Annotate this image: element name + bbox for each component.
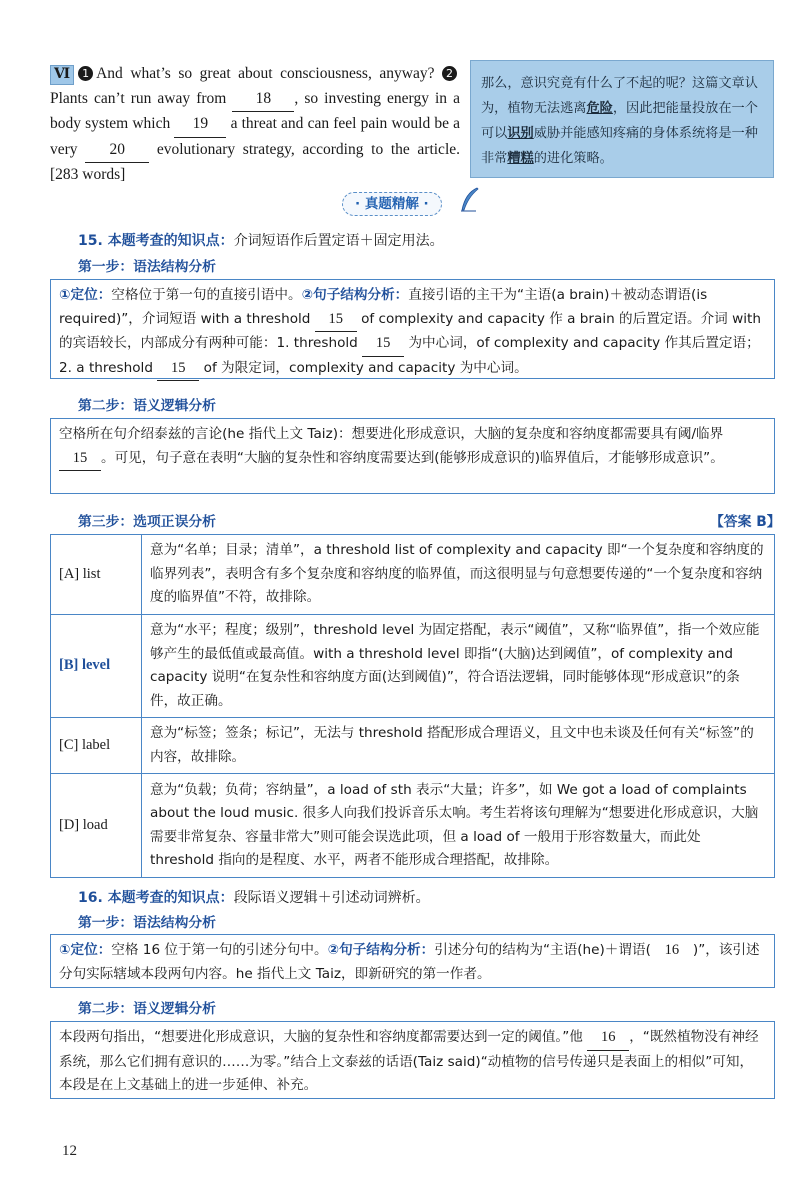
sentence-2d: evolutionary strategy, according to the article. [283 words]: [50, 140, 460, 183]
blank-15-a: 15: [315, 308, 357, 333]
section-pill: · 真题精解 ·: [342, 192, 442, 216]
structure-text-2: of complexity and capacity 作 a brain 的后置定语。介词 with 的宾语较长，内部成分有两种可能：1. threshold: [59, 310, 761, 351]
q15-number: 15.: [78, 233, 103, 249]
translation-text-2: ，因此把能量投放在一个可以: [481, 101, 758, 141]
q15-step1-label: 第一步：语法结构分析: [78, 259, 216, 275]
translation-text-3: 威胁并能感知疼痛的身体系统将是一种非常: [481, 126, 758, 166]
option-c-text: 意为“标签；签条；标记”，无法与 threshold 搭配形成合理语义，且文中也未谈及任何有关“标签”的内容，故排除。: [142, 718, 775, 774]
table-row: [51, 615, 775, 718]
q15-step1-box: [50, 279, 775, 379]
translation-text-1: 那么，意识究竟有什么了不起的呢？这篇文章认为，植物无法逃离: [481, 76, 758, 116]
option-b-label: [B] level: [51, 615, 142, 718]
option-c-label: [C] label: [51, 718, 142, 774]
structure-text-2: )”，该引述分句实际辖域本段两句内容。he 指代上文 Taiz，即新研究的第一作者。: [59, 942, 760, 982]
option-d-text: 意为“负载；负荷；容纳量”，a load of sth 表示“大量；许多”，如 We got a load of complaints about the loud music. 很多人向我们投诉音乐太响。考生若将该句理解为“想要进化形成意识，大脑需要非常复杂、容量非常大”则可能会误选此项，但 a load of 一般用于形容数量大，而此处 threshold 指向的是程度、水平，两者不能形成合理搭配，故排除。: [142, 774, 775, 878]
q16-step2-label: 第二步：语义逻辑分析: [78, 1001, 216, 1017]
structure-text-1: 直接引语的主干为“主语(a brain)＋被动态谓语(is required)”，介词短语 with a threshold: [59, 287, 708, 327]
structure-label: ②句子结构分析：: [327, 942, 435, 958]
translation-box: [470, 60, 774, 178]
page-number: 12: [62, 1143, 77, 1159]
options-table: [50, 534, 775, 878]
q16-topic: 段际语义逻辑＋引述动词辨析。: [233, 890, 430, 906]
locate-text: 空格 16 位于第一句的引述分句中。: [111, 942, 328, 958]
option-b-text: 意为“水平；程度；级别”，threshold level 为固定搭配，表示“阈值”，又称“临界值”，指一个效应能够产生的最低值或最高值。with a threshold level 即指“(大脑)达到阈值”，of complexity and capacity 说明“在复杂性和容纳度方面(达到阈值)”，符合语法逻辑，同时能够体现“形成意识”的条件，故正确。: [142, 615, 775, 718]
passage-paragraph: [50, 62, 460, 188]
blank-15-c: 15: [157, 357, 199, 382]
table-row: [51, 774, 775, 878]
q15-label: 本题考查的知识点：: [107, 233, 234, 249]
option-d-label: [D] load: [51, 774, 142, 878]
blank-20: 20: [85, 138, 149, 164]
table-row: [51, 718, 775, 774]
q15-heading: [78, 230, 444, 250]
blank-15-b: 15: [362, 332, 404, 357]
q16-step1-box: [50, 934, 775, 988]
q16-step1-label: 第一步：语法结构分析: [78, 915, 216, 931]
blank-16-a: 16: [664, 942, 680, 958]
structure-text-3: 为中心词，of complexity and capacity 作其后置定语；2. a threshold: [59, 335, 760, 376]
q16-heading: [78, 887, 430, 907]
table-row: [51, 535, 775, 615]
blank-16-b: 16: [587, 1026, 629, 1051]
semantic-text-2: 。可见，句子意在表明“大脑的复杂性和容纳度需要达到(能够形成意识的)临界值后，才能够形成意识”。: [101, 449, 724, 466]
sentence-2a: Plants can’t run away from: [50, 89, 227, 107]
answer-badge: 【答案 B】: [710, 514, 781, 530]
blank-15-d: 15: [59, 447, 101, 472]
feather-pen-icon: [458, 186, 480, 214]
translation-key-identify: 识别: [507, 126, 534, 141]
q15-topic: 介词短语作后置定语＋固定用法。: [233, 233, 444, 249]
translation-key-danger: 危险: [586, 101, 613, 116]
q16-label: 本题考查的知识点：: [107, 890, 234, 906]
semantic-text-1: 空格所在句介绍泰兹的言论(he 指代上文 Taiz)：想要进化形成意识，大脑的复杂度和容纳度都需要具有阈/临界: [59, 426, 724, 442]
q15-step2-label: 第二步：语义逻辑分析: [78, 398, 216, 414]
q16-number: 16.: [78, 890, 103, 906]
option-a-text: 意为“名单；目录；清单”，a threshold list of complexity and capacity 即“一个复杂度和容纳度的临界列表”，表明含有多个复杂度和容纳度的临界值，而这很明显与句意想要传递的“一个复杂度和容纳度的临界值”不符，故排除。: [142, 535, 775, 615]
translation-text-4: 的进化策略。: [533, 151, 613, 166]
locate-text: 空格位于第一句的直接引语中。: [111, 287, 302, 303]
q16-step2-box: [50, 1021, 775, 1099]
translation-key-bad: 糟糕: [507, 151, 534, 166]
blank-18: 18: [232, 87, 294, 113]
sentence-2b: , so investing energy in a body system which: [50, 89, 460, 132]
sentence-1-marker: 1: [78, 66, 93, 81]
sentence-2-marker: 2: [442, 66, 457, 81]
semantic-text-2: ，“既然植物没有神经系统，那么它们拥有意识的……为零。”结合上文泰兹的话语(Taiz said)“动植物的信号传递只是表面上的相似”可知，本段是在上文基础上的进一步延伸、补充。: [59, 1029, 759, 1093]
option-a-label: [A] list: [51, 535, 142, 615]
locate-label: ①定位：: [59, 287, 112, 303]
semantic-text-1: 本段两句指出，“想要进化形成意识，大脑的复杂性和容纳度都需要达到一定的阈值。”他: [59, 1029, 583, 1045]
structure-text-4: of 为限定词，complexity and capacity 为中心词。: [203, 359, 528, 376]
sentence-1: And what’s so great about consciousness, anyway?: [96, 65, 435, 82]
q15-step3-label: 第三步：选项正误分析: [78, 514, 216, 530]
structure-label: ②句子结构分析：: [301, 287, 409, 303]
structure-text-1: 引述分句的结构为“主语(he)＋谓语(: [434, 942, 651, 958]
q15-step2-box: [50, 418, 775, 494]
sentence-2c: a threat and can feel pain would be a very: [50, 115, 461, 158]
locate-label: ①定位：: [59, 942, 112, 958]
blank-19: 19: [174, 112, 226, 138]
paragraph-number-badge: Ⅵ: [50, 65, 74, 85]
